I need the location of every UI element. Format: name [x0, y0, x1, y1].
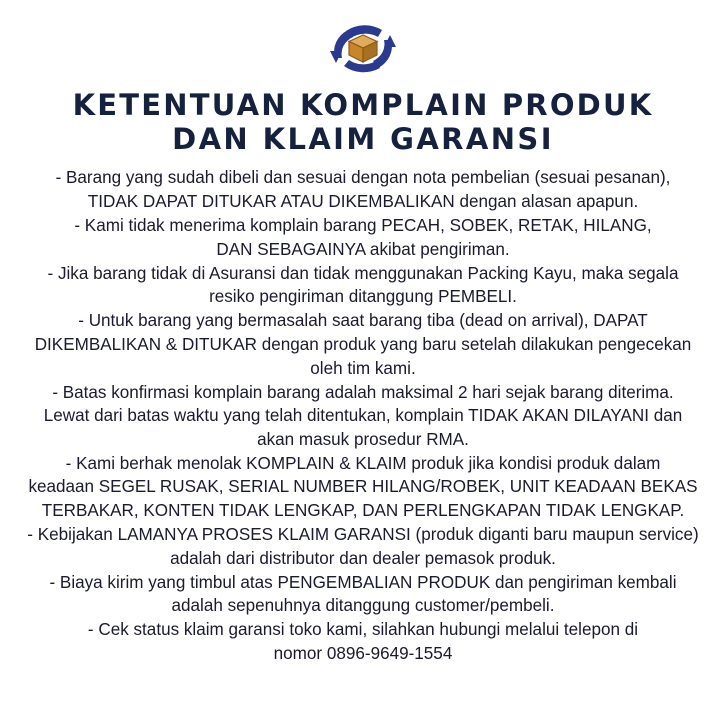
terms-line: - Jika barang tidak di Asuransi dan tidak menggunakan Packing Kayu, maka segala: [47, 263, 679, 283]
terms-line: TERBAKAR, KONTEN TIDAK LENGKAP, DAN PERLENGKAPAN TIDAK LENGKAP.: [41, 501, 685, 521]
terms-paragraph: [13, 381, 713, 452]
terms-line: - Cek status klaim garansi toko kami, silahkan hubungi melalui telepon di: [87, 620, 639, 640]
terms-paragraph: [13, 214, 713, 261]
page-title-line-2: DAN KLAIM GARANSI: [172, 122, 554, 157]
terms-line: resiko pengiriman ditanggung PEMBELI.: [209, 287, 517, 307]
terms-line: DIKEMBALIKAN & DITUKAR dengan produk yang baru setelah dilakukan pengecekan: [34, 334, 692, 354]
contact-phone-line: nomor 0896-9649-1554: [273, 644, 453, 663]
terms-line: Lewat dari batas waktu yang telah ditentukan, komplain TIDAK AKAN DILAYANI dan: [43, 406, 683, 426]
terms-body: [13, 166, 713, 666]
terms-line: TIDAK DAPAT DITUKAR ATAU DIKEMBALIKAN dengan alasan apapun.: [87, 192, 639, 212]
terms-paragraph-contact: [13, 618, 713, 665]
terms-line: - Kami tidak menerima komplain barang PECAH, SOBEK, RETAK, HILANG,: [74, 216, 652, 236]
box-recycle-arrows-icon: [320, 18, 406, 80]
terms-line: - Untuk barang yang bermasalah saat barang tiba (dead on arrival), DAPAT: [78, 311, 648, 331]
terms-line: adalah sepenuhnya ditanggung customer/pembeli.: [171, 596, 555, 616]
terms-line: oleh tim kami.: [310, 358, 416, 378]
terms-line: DAN SEBAGAINYA akibat pengiriman.: [216, 239, 510, 259]
terms-line: akan masuk prosedur RMA.: [257, 429, 469, 449]
terms-paragraph: [13, 452, 713, 523]
terms-line: - Kami berhak menolak KOMPLAIN & KLAIM produk jika kondisi produk dalam: [65, 453, 661, 473]
terms-paragraph: [13, 309, 713, 380]
terms-line: - Barang yang sudah dibeli dan sesuai dengan nota pembelian (sesuai pesanan),: [55, 168, 671, 188]
terms-paragraph: [13, 262, 713, 309]
page-title-line-1: KETENTUAN KOMPLAIN PRODUK: [72, 88, 654, 122]
terms-line: - Kebijakan LAMANYA PROSES KLAIM GARANSI (produk diganti baru maupun service): [27, 525, 699, 545]
terms-paragraph: [13, 571, 713, 618]
terms-line: keadaan SEGEL RUSAK, SERIAL NUMBER HILANG/ROBEK, UNIT KEADAAN BEKAS: [28, 477, 698, 497]
terms-paragraph: [13, 523, 713, 570]
terms-line: - Batas konfirmasi komplain barang adalah maksimal 2 hari sejak barang diterima.: [52, 382, 674, 402]
terms-line: adalah dari distributor dan dealer pemasok produk.: [170, 548, 556, 568]
page-title: [73, 88, 654, 156]
terms-paragraph: [13, 166, 713, 213]
terms-line: - Biaya kirim yang timbul atas PENGEMBALIAN PRODUK dan pengiriman kembali: [49, 572, 677, 592]
